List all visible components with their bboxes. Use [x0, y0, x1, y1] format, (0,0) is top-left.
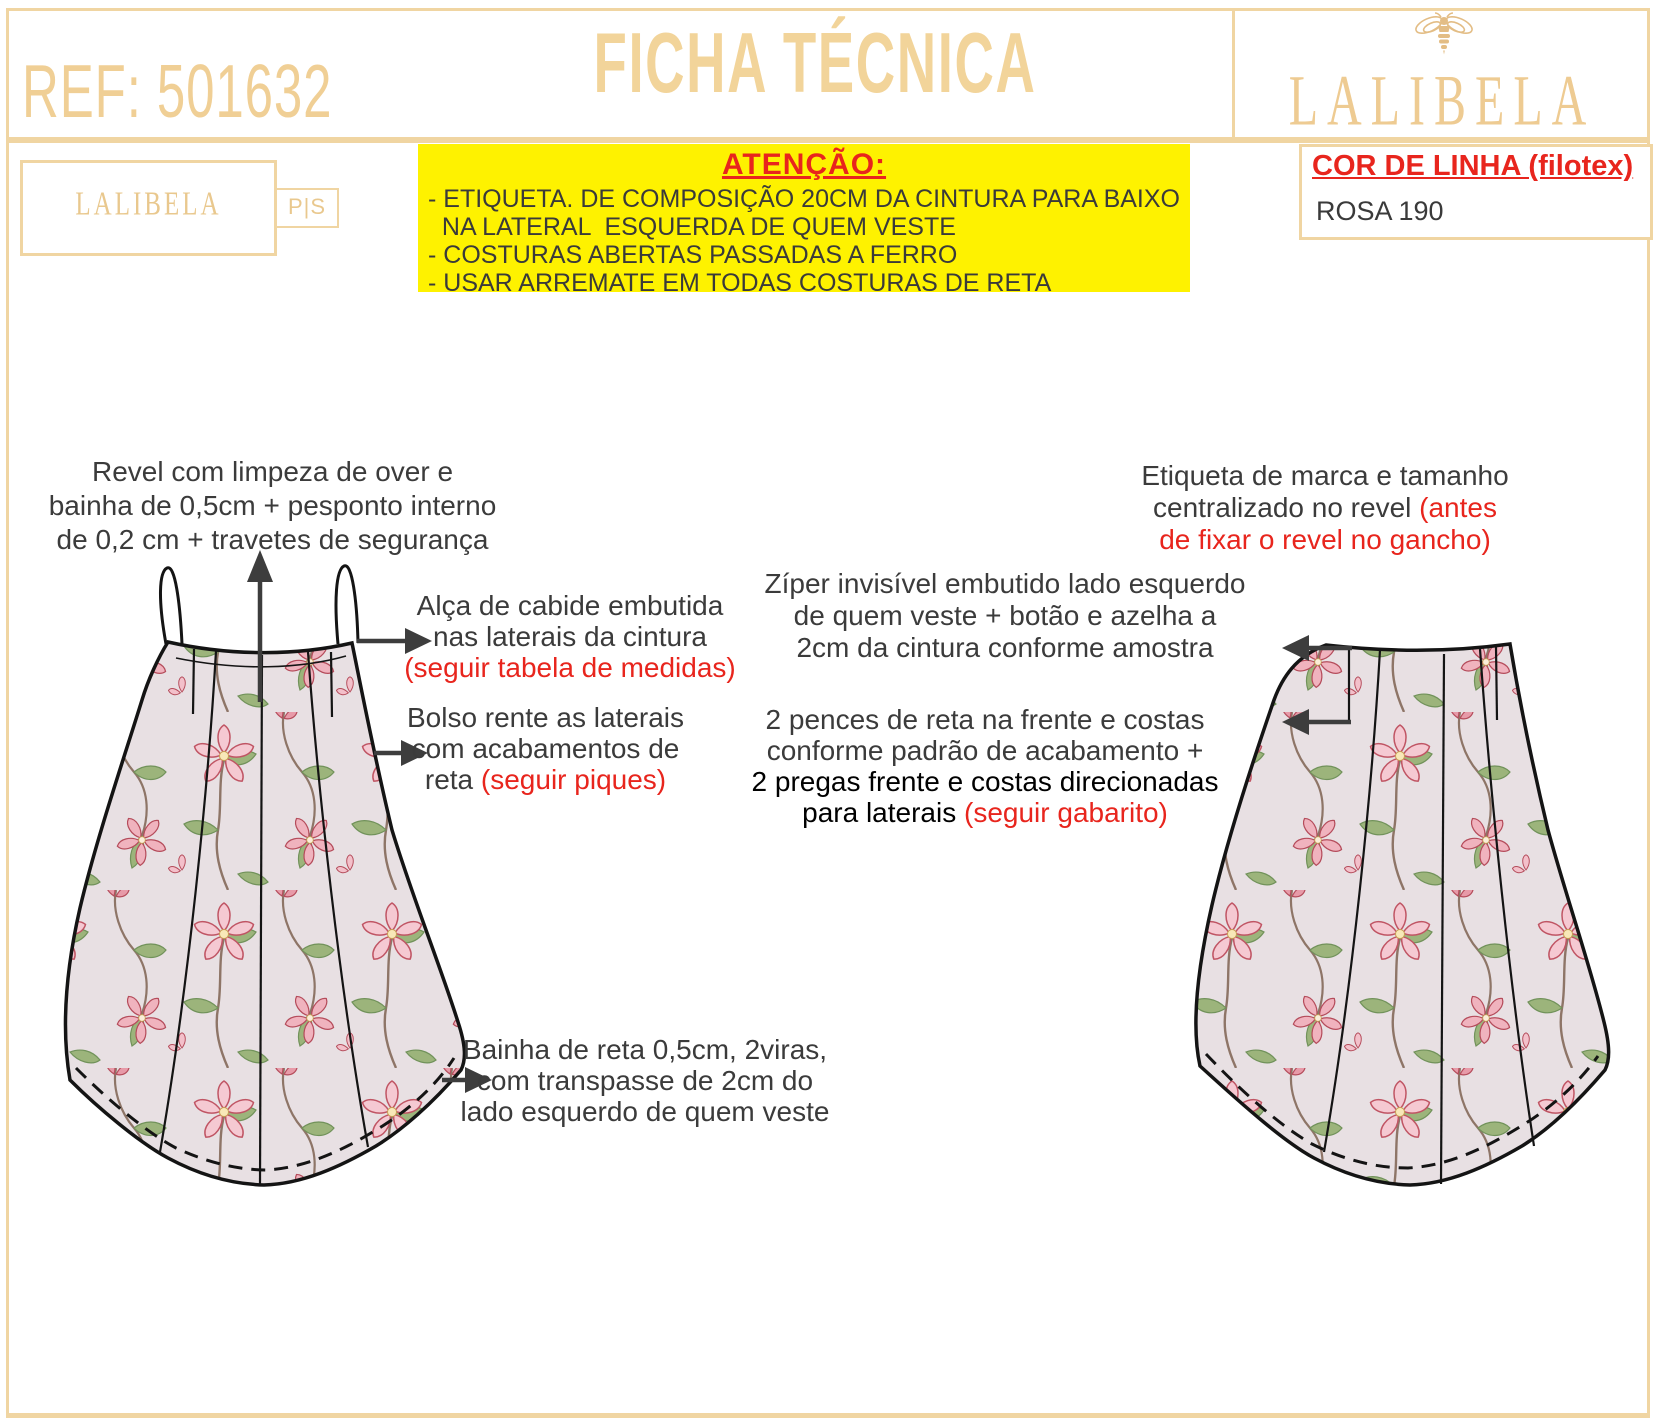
- attention-notes: - ETIQUETA. DE COMPOSIÇÃO 20CM DA CINTURA PARA BAIXO NA LATERAL ESQUERDA DE QUEM VESTE - COSTURAS ABERTAS PASSADAS A FERRO - USAR ARREMATE EM TODAS COSTURAS DE RETA: [428, 185, 1180, 297]
- brand-logo-text: LALIBELA: [1288, 61, 1596, 141]
- annotation-bolso: Bolso rente as laterais com acabamentos de reta (seguir piques): [406, 702, 685, 795]
- size-tag-text: P|S: [287, 194, 327, 219]
- annotation-alca: Alça de cabide embutida nas laterais da cintura (seguir tabela de medidas): [404, 590, 736, 683]
- page-title: FICHA TÉCNICA: [593, 15, 1037, 111]
- attention-box: [418, 144, 1190, 297]
- thread-color-value: ROSA 190: [1316, 196, 1444, 226]
- annotation-revel: Revel com limpeza de over e bainha de 0,5cm + pesponto interno de 0,2 cm + travetes de segurança: [48, 456, 497, 555]
- bee-icon: [1412, 10, 1476, 56]
- reference-number: REF: 501632: [22, 49, 333, 134]
- thread-color-title: COR DE LINHA (filotex): [1312, 150, 1634, 182]
- brand-label-text: LALIBELA: [75, 186, 222, 223]
- annotation-bainha: Bainha de reta 0,5cm, 2viras, com transpasse de 2cm do lado esquerdo de quem veste: [460, 1034, 830, 1127]
- attention-title: ATENÇÃO:: [721, 148, 887, 181]
- annotation-etiqueta: Etiqueta de marca e tamanho centralizado no revel (antes de fixar o revel no gancho): [1141, 460, 1509, 555]
- annotation-pences: 2 pences de reta na frente e costas conforme padrão de acabamento + 2 pregas frente e costas direcionadas para laterais (seguir gabarito): [751, 704, 1219, 828]
- header-logo-divider: [1232, 8, 1235, 140]
- annotation-ziper: Zíper invisível embutido lado esquerdo de quem veste + botão e azelha a 2cm da cintura conforme amostra: [764, 568, 1246, 663]
